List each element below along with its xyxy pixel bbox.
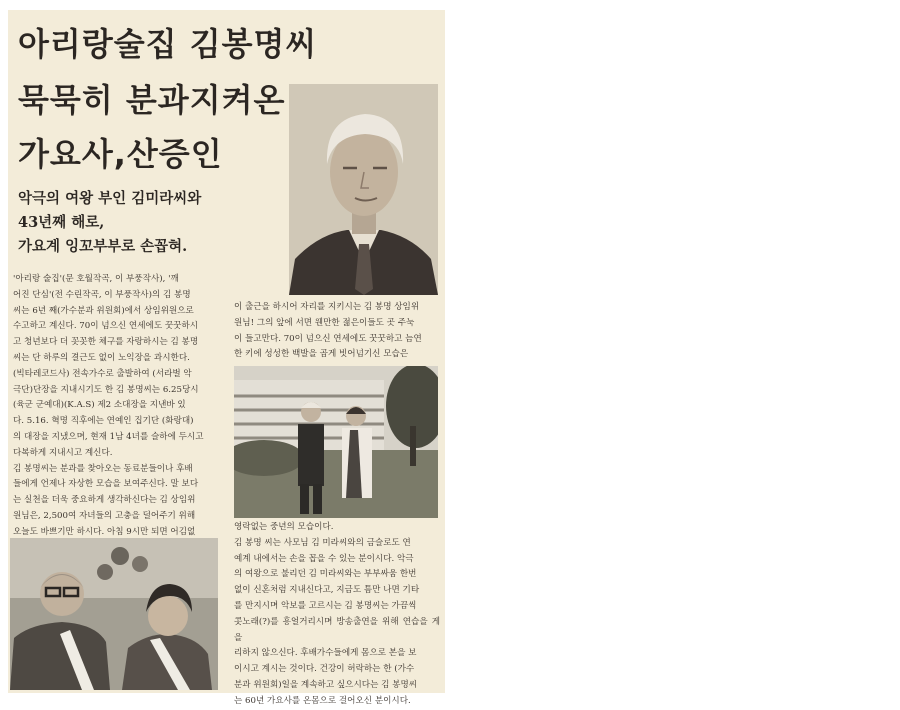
text-line: 는 60년 가요사를 온몸으로 걸어오신 분이시다. <box>234 695 411 706</box>
headline-line-1: 아리랑술집 김봉명씨 <box>18 25 318 63</box>
text-line: 원님은, 2,500여 자녀들의 고충을 덜어주기 위해 <box>13 510 196 521</box>
text-line: 씨는 6년 째(가수분과 위원회)에서 상임위원으로 <box>13 305 194 316</box>
text-line: 고 청년보다 더 꼿꼿한 체구를 자랑하시는 김 봉명 <box>13 337 199 348</box>
text-line: 다. 5.16. 혁명 직후에는 연예인 집기단 (화랑대) <box>13 416 194 427</box>
subhead-line-3: 가요계 잉꼬부부로 손꼽혀. <box>18 238 188 255</box>
text-line: 영락없는 중년의 모습이다. <box>234 522 334 532</box>
body-column-right-bottom <box>234 520 440 710</box>
text-line: 들에게 언제나 자상한 모습을 보여주신다. 말 보다 <box>13 479 199 490</box>
text-line: 원님! 그의 앞에 서면 웬만한 젊은이들도 곳 주눅 <box>234 317 415 328</box>
text-line: 수고하고 계신다. 70이 넘으신 연세에도 꿋꿋하시 <box>13 321 199 332</box>
subhead-line-1: 악극의 여왕 부인 김미라씨와 <box>18 190 202 207</box>
portrait-photo <box>289 84 438 295</box>
text-line: 예계 내에서는 손을 꼽을 수 있는 분이시다. 악극 <box>234 553 414 564</box>
text-line: '아리랑 술집'(문 호월작곡, 이 부풍작사), '깨 <box>13 274 179 284</box>
text-line: 한 키에 성성한 백발을 곱게 빗어넘기신 모습은 <box>234 349 409 360</box>
text-line: 이 들고만다. 70이 넘으신 연세에도 꿋꿋하고 늠연 <box>234 333 422 344</box>
text-line: 분과 위원회)일을 계속하고 싶으시다는 김 봉명씨 <box>234 679 418 690</box>
text-line: (빅타레코드사) 전속가수로 출발하여 (서라벌 악 <box>13 368 192 379</box>
text-line: 의 여왕으로 불리던 김 미라씨와는 부부싸움 한번 <box>234 569 417 580</box>
couple-outdoor-photo <box>234 366 438 518</box>
text-line: 오늘도 바쁘기만 하시다. 아침 9시만 되면 어김없 <box>13 526 196 537</box>
text-line: 콧노래(?)를 흥얼거리시며 방송출연을 위해 연습을 게을 <box>234 616 440 643</box>
text-line: (육군 군예대)(K.A.S) 제2 소대장을 지낸바 있 <box>13 400 186 411</box>
text-line: 김 봉명씨는 분과를 찾아오는 동료분들이나 후배 <box>13 463 193 474</box>
newspaper-clipping <box>8 10 445 706</box>
text-line: 극단)단장을 지내시기도 한 김 봉명씨는 6.25당시 <box>13 384 199 395</box>
text-line: 를 만지시며 악보를 고르시는 김 봉명씨는 가끔씩 <box>234 600 417 611</box>
couple-event-photo <box>10 538 218 690</box>
text-line: 리하지 않으신다. 후배가수들에게 몸으로 본을 보 <box>234 648 417 659</box>
text-line: 이 출근을 하시어 자리를 지키시는 김 봉명 상임위 <box>234 302 420 312</box>
text-line: 김 봉명 씨는 사모님 김 미라씨와의 금슬로도 연 <box>234 537 411 548</box>
headline-line-3: 가요사,산증인 <box>18 135 223 173</box>
body-column-left <box>13 272 217 541</box>
text-line: 의 대장을 지냈으며, 현재 1남 4녀를 슬하에 두시고 <box>13 431 204 442</box>
subhead-line-2: 43년째 해로, <box>18 214 105 231</box>
text-line: 어진 단심'(전 수린작곡, 이 부풍작사)의 김 봉명 <box>13 289 191 300</box>
text-line: 씨는 단 하루의 결근도 없이 노익장을 과시한다. <box>13 352 190 363</box>
text-line: 이시고 계시는 것이다. 건강이 허락하는 한 (가수 <box>234 664 415 675</box>
body-column-right-top <box>234 300 440 363</box>
text-line: 없이 신혼처럼 지내신다고, 지금도 틈만 나면 기타 <box>234 585 420 596</box>
text-line: 다복하게 지내시고 계신다. <box>13 447 113 458</box>
text-line: 는 실천을 더욱 중요하게 생각하신다는 김 상임위 <box>13 495 196 506</box>
headline-line-2: 묵묵히 분과지켜온 <box>18 81 286 119</box>
